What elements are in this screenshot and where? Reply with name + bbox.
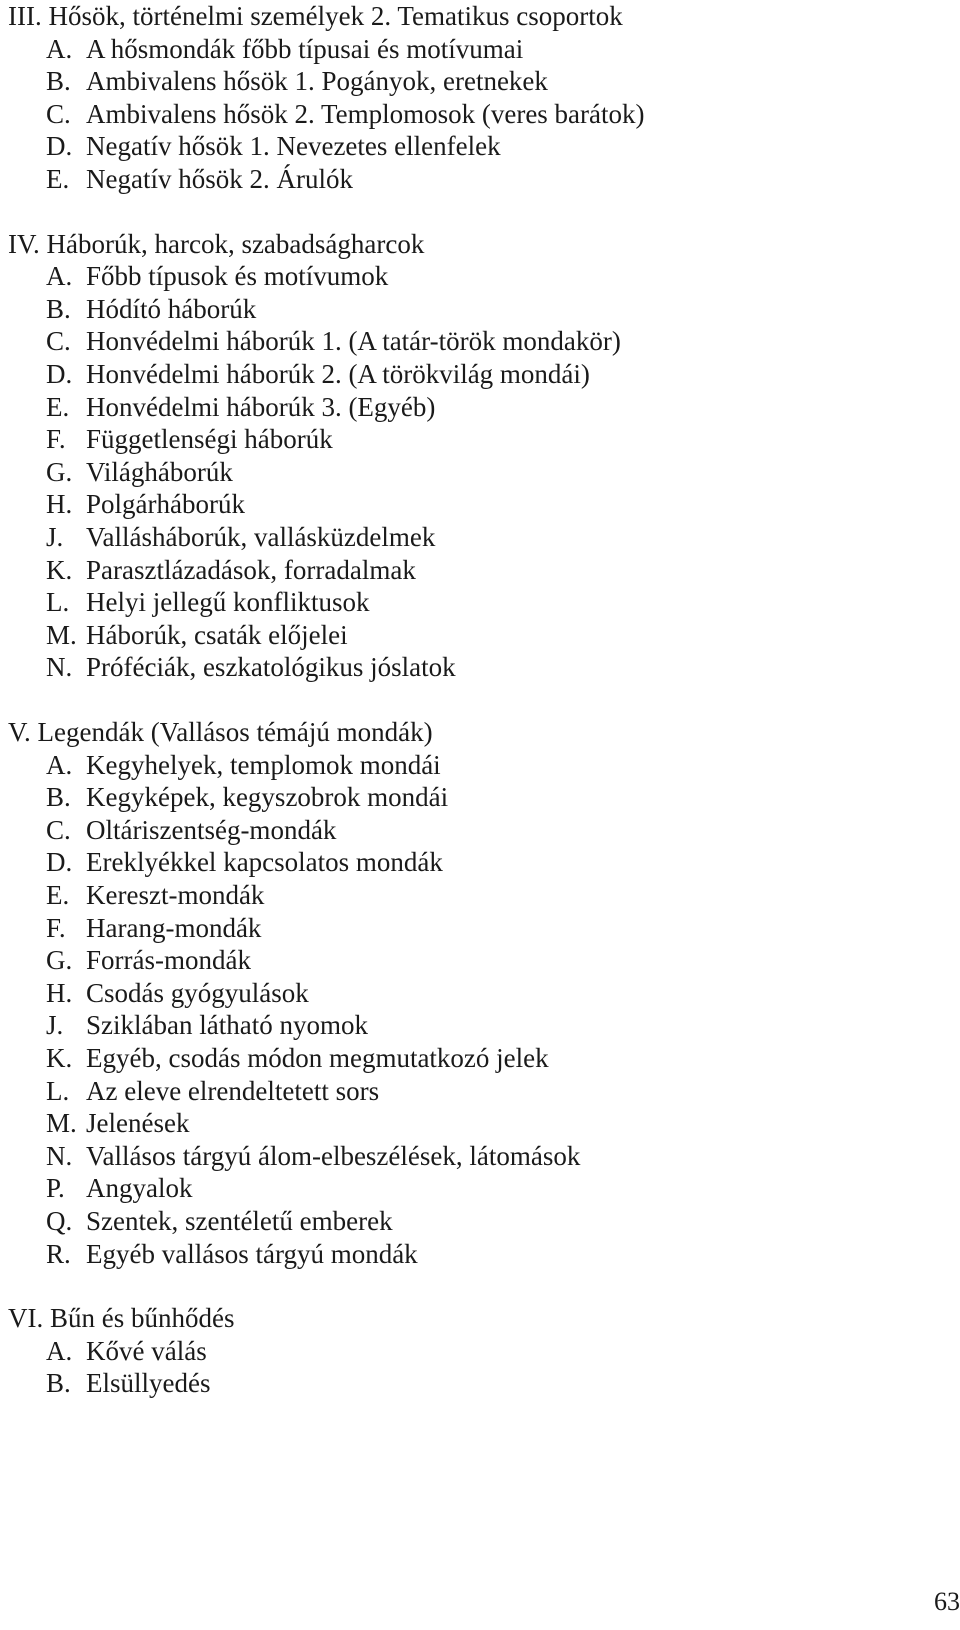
entry-text: Világháborúk (86, 456, 233, 487)
entry-letter: G. (46, 456, 73, 487)
outline-entry (46, 130, 501, 163)
outline-entry (46, 586, 369, 619)
entry-text: Hódító háborúk (86, 293, 257, 324)
entry-letter: K. (46, 554, 73, 585)
outline-entry (46, 260, 388, 293)
entry-text: A hősmondák főbb típusai és motívumai (86, 33, 524, 64)
outline-entry (46, 488, 245, 521)
entry-letter: N. (46, 652, 73, 683)
entry-text: Vallásháborúk, vallásküzdelmek (86, 522, 436, 552)
entry-text: Elsüllyedés (86, 1368, 211, 1399)
entry-letter: G. (46, 945, 73, 976)
outline-entry (46, 554, 416, 587)
entry-letter: L. (46, 587, 70, 618)
outline-entry (46, 98, 645, 131)
entry-text: Szentek, szentéletű emberek (86, 1206, 393, 1236)
entry-letter: A. (46, 749, 73, 780)
entry-text: Egyéb, csodás módon megmutatkozó jelek (86, 1043, 549, 1073)
entry-text: Parasztlázadások, forradalmak (86, 554, 416, 585)
entry-text: Főbb típusok és motívumok (86, 261, 389, 292)
outline-entry (46, 977, 309, 1010)
entry-text: Csodás gyógyulások (86, 977, 309, 1008)
entry-text: Negatív hősök 2. Árulók (86, 164, 353, 194)
entry-text: Honvédelmi háborúk 1. (A tatár-török mondakör) (86, 326, 621, 357)
outline-entry (46, 293, 256, 326)
entry-letter: H. (46, 977, 73, 1008)
entry-text: Ereklyékkel kapcsolatos mondák (86, 847, 443, 878)
outline-entry (46, 391, 435, 424)
outline-entry (46, 846, 443, 879)
entry-text: Angyalok (86, 1173, 193, 1204)
entry-text: Negatív hősök 1. Nevezetes ellenfelek (86, 131, 501, 162)
entry-letter: B. (46, 66, 71, 97)
outline-entry (46, 358, 590, 391)
entry-letter: B. (46, 782, 71, 813)
outline-entry (46, 1009, 368, 1042)
section-heading: VI. Bűn és bűnhődés (8, 1303, 235, 1334)
entry-letter: N. (46, 1140, 73, 1171)
outline-entry (46, 325, 621, 358)
entry-text: Polgárháborúk (86, 489, 245, 520)
outline-entry (46, 1238, 418, 1271)
outline-entry (46, 749, 441, 782)
outline-entry (46, 1367, 210, 1400)
entry-text: Kegyhelyek, templomok mondái (86, 749, 441, 780)
entry-text: Kővé válás (86, 1335, 207, 1366)
entry-text: Jelenések (86, 1108, 190, 1139)
entry-letter: A. (46, 261, 73, 292)
outline-entry (46, 423, 333, 456)
entry-letter: P. (46, 1173, 65, 1204)
section-heading: V. Legendák (Vallásos témájú mondák) (8, 717, 433, 747)
entry-letter: C. (46, 326, 71, 357)
entry-letter: A. (46, 1335, 73, 1366)
entry-letter: E. (46, 164, 70, 194)
outline-entry (46, 521, 435, 554)
entry-letter: J. (46, 522, 64, 552)
entry-text: Kereszt-mondák (86, 880, 265, 910)
entry-letter: L. (46, 1075, 70, 1106)
entry-text: Forrás-mondák (86, 945, 251, 976)
entry-letter: H. (46, 489, 73, 520)
outline-entry (46, 1140, 580, 1173)
outline-entry (46, 619, 348, 652)
entry-letter: A. (46, 33, 73, 64)
entry-text: Kegyképek, kegyszobrok mondái (86, 782, 449, 813)
entry-letter: D. (46, 847, 73, 878)
outline-entry (46, 651, 456, 684)
entry-text: Háborúk, csaták előjelei (86, 619, 348, 650)
entry-letter: C. (46, 98, 71, 129)
entry-letter: D. (46, 359, 73, 389)
outline-entry (46, 1042, 549, 1075)
outline-entry (46, 33, 523, 66)
entry-text: Honvédelmi háborúk 2. (A törökvilág mondái) (86, 359, 590, 389)
page-number: 63 (934, 1587, 960, 1616)
entry-letter: E. (46, 391, 70, 422)
outline-entry (46, 814, 336, 847)
entry-text: Harang-mondák (86, 912, 262, 943)
entry-letter: D. (46, 131, 73, 162)
entry-text: Az eleve elrendeltetett sors (86, 1075, 380, 1106)
entry-text: Ambivalens hősök 2. Templomosok (veres barátok) (86, 98, 645, 129)
outline-entry (46, 1172, 192, 1205)
entry-text: Helyi jellegű konfliktusok (86, 587, 370, 618)
outline-entry (46, 1075, 379, 1108)
outline-entry (46, 912, 261, 945)
entry-letter: Q. (46, 1206, 73, 1236)
section-heading: III. Hősök, történelmi személyek 2. Tematikus csoportok (8, 1, 623, 31)
outline-entry (46, 65, 548, 98)
outline-entry (46, 1335, 207, 1368)
entry-letter: E. (46, 880, 70, 910)
entry-text: Honvédelmi háborúk 3. (Egyéb) (86, 391, 436, 422)
entry-letter: F. (46, 424, 66, 455)
entry-letter: F. (46, 912, 66, 943)
entry-letter: J. (46, 1010, 64, 1041)
entry-letter: R. (46, 1238, 71, 1269)
outline-entry (46, 944, 251, 977)
entry-letter: M. (46, 619, 77, 650)
outline-entry (46, 781, 448, 814)
entry-text: Próféciák, eszkatológikus jóslatok (86, 652, 456, 683)
entry-letter: M. (46, 1108, 77, 1139)
entry-text: Oltáriszentség-mondák (86, 814, 337, 845)
entry-text: Ambivalens hősök 1. Pogányok, eretnekek (86, 66, 548, 97)
entry-letter: B. (46, 1368, 71, 1399)
outline-entry (46, 456, 233, 489)
entry-text: Sziklában látható nyomok (86, 1010, 368, 1041)
entry-text: Egyéb vallásos tárgyú mondák (86, 1238, 418, 1269)
outline-entry (46, 1205, 393, 1238)
entry-letter: K. (46, 1043, 73, 1073)
outline-entry (46, 163, 353, 196)
section-heading: IV. Háborúk, harcok, szabadságharcok (8, 228, 425, 259)
outline-entry (46, 1107, 189, 1140)
entry-text: Függetlenségi háborúk (86, 424, 333, 455)
outline-entry (46, 879, 264, 912)
entry-text: Vallásos tárgyú álom-elbeszélések, látomások (86, 1140, 581, 1171)
entry-letter: B. (46, 293, 71, 324)
entry-letter: C. (46, 814, 71, 845)
